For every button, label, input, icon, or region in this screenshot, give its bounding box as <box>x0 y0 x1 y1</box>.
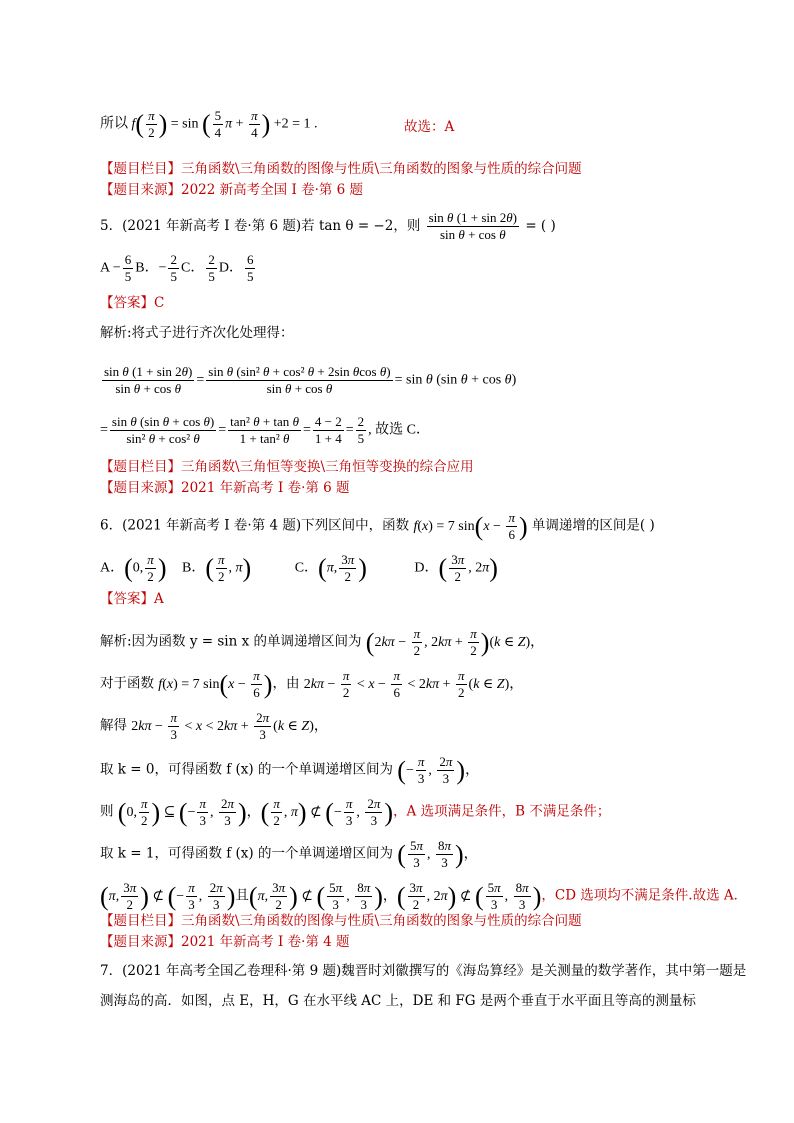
q6-analysis-1-text: 解析:因为函数 y = sin x 的单调递增区间为 <box>100 633 362 650</box>
q5-stem-b: = ( ) <box>525 218 556 234</box>
q4-formula: 所以 f( $\frac{\pi}{2}$ ) = sin ( $\frac{5}{4}$ π + $\frac{\pi}{4}$ ) +2 = 1 . <box>100 108 318 140</box>
q6-analysis-5-text: 则 <box>100 803 114 820</box>
q6-stem-b: 单调递增的区间是( ) <box>531 517 655 534</box>
q6-analysis-7-and: 且 <box>235 887 249 904</box>
q6-opt-b: B． <box>181 560 206 576</box>
q6-analysis-2: 对于函数 f(x) = 7 sin(x − $\frac{\pi}{6}$ )，由 2kπ − $\frac{\pi}{2}$ < x − $\frac{\pi}{6}$ < 2kπ + $\frac{\pi}{2}$ (k ∈ Z)， <box>100 668 524 700</box>
q5-derivation-1: $\frac{\text{sin θ (1 + sin 2θ)}}{\text{sin θ + cos θ}}$ = $\frac{\text{sin θ (sin² θ + cos² θ + 2sin θcos θ)}}{\text{sin θ + cos θ}}$ = sin θ (sin θ + cos θ) <box>104 364 517 396</box>
q6-analysis-7-note: ，CD 选项均不满足条件.故选 A． <box>541 887 748 904</box>
q5-stem-a: 5．(2021 年新高考 I 卷·第 6 题)若 tan θ = −2，则 <box>100 218 421 234</box>
q5-column: 【题目栏目】三角函数\三角恒等变换\三角恒等变换的综合应用 <box>100 459 474 475</box>
q6-analysis-5: 则 (0, $\frac{\pi}{2}$ ) ⊆ (− $\frac{\pi}{3}$ , $\frac{2\pi}{3}$ )，( $\frac{\pi}{2}$ , π) ⊄ (− $\frac{\pi}{3}$ , $\frac{2\pi}{3}$ )，A 选项满足条件，B 不满足条件； <box>100 796 611 828</box>
q6-options: A．(0, $\frac{\pi}{2}$ ) B．( $\frac{\pi}{2}$ , π) C．(π, $\frac{3\pi}{2}$ ) D．( $\frac{3\pi}{2}$ , 2π) <box>100 552 498 584</box>
q6-analysis-6: 取 k = 1，可得函数 f (x) 的一个单调递增区间为 ( $\frac{5\pi}{3}$ , $\frac{8\pi}{3}$ )， <box>100 838 478 870</box>
q7-line-2: 测海岛的高．如图，点 E，H，G 在水平线 AC 上，DE 和 FG 是两个垂直于水平面且等高的测量标 <box>100 993 696 1009</box>
q6-analysis-4: 取 k = 0，可得函数 f (x) 的一个单调递增区间为 (− $\frac{\pi}{3}$ , $\frac{2\pi}{3}$ )， <box>100 754 480 786</box>
q6-analysis-3: 解得 2kπ − $\frac{\pi}{3}$ < x < 2kπ + $\frac{2\pi}{3}$ (k ∈ Z)， <box>100 710 328 742</box>
q6-analysis-7: (π, $\frac{3\pi}{2}$ ) ⊄ (− $\frac{\pi}{3}$ , $\frac{2\pi}{3}$ )且(π, $\frac{3\pi}{2}$ ) ⊄ ( $\frac{5\pi}{3}$ , $\frac{8\pi}{3}$ )，( $\frac{3\pi}{2}$ , 2π) ⊄ ( $\frac{5\pi}{3}$ , $\frac{8\pi}{3}$ )，CD 选项均不满足条件.故选 A． <box>100 880 748 912</box>
q5-answer: 【答案】C <box>100 295 165 311</box>
q4-choice: 故选：A <box>404 119 455 135</box>
q6-stem: 6．(2021 年新高考 I 卷·第 4 题)下列区间中，函数 f(x) = 7 sin(x − $\frac{\pi}{6}$ ) 单调递增的区间是( ) <box>100 510 655 542</box>
q4-formula-end: +2 = 1 . <box>273 116 318 132</box>
q4-source: 【题目来源】2022 新高考全国 I 卷·第 6 题 <box>100 182 364 198</box>
q5-conclusion: 故选 C． <box>375 422 430 438</box>
q6-analysis-3-text: 解得 <box>100 717 127 734</box>
q6-opt-c: C． <box>294 560 319 576</box>
q5-stem: 5．(2021 年新高考 I 卷·第 6 题)若 tan θ = −2，则 $\frac{\text{sin θ (1 + sin 2θ)}}{\text{sin θ + cos θ}}$ = ( ) <box>100 210 556 242</box>
q5-options-prefix: A <box>100 260 110 276</box>
q5-source: 【题目来源】2021 年新高考 I 卷·第 6 题 <box>100 480 350 496</box>
q6-source: 【题目来源】2021 年新高考 I 卷·第 4 题 <box>100 934 350 950</box>
q4-formula-mid: = sin <box>170 116 199 132</box>
q4-so-text: 所以 <box>100 116 128 132</box>
q6-column: 【题目栏目】三角函数\三角函数的图像与性质\三角函数的图象与性质的综合问题 <box>100 913 582 929</box>
q5-derivation-2: = $\frac{\text{sin θ (sin θ + cos θ)}}{\text{sin² θ + cos² θ}}$ = $\frac{\text{tan² θ + tan θ}}{\text{1 + tan² θ}}$ = $\frac{4 - 2}{1 + 4}$ = $\frac{2}{5}$ , 故选 C． <box>100 414 430 446</box>
q6-analysis-4-text: 取 k = 0，可得函数 f (x) 的一个单调递增区间为 <box>100 761 393 778</box>
q5-options: A − $\frac{6}{5}$ B．− $\frac{2}{5}$ C． $\frac{2}{5}$ D． $\frac{6}{5}$ <box>100 252 254 284</box>
q6-opt-a: A． <box>100 560 125 576</box>
q4-column: 【题目栏目】三角函数\三角函数的图像与性质\三角函数的图象与性质的综合问题 <box>100 161 582 177</box>
q6-analysis-2-by: ，由 <box>272 675 300 692</box>
q6-opt-d: D． <box>414 560 439 576</box>
q7-line-1: 7．(2021 年高考全国乙卷理科·第 9 题)魏晋时刘徽撰写的《海岛算经》是关测量的数学著作，其中第一题是 <box>100 963 747 979</box>
q6-analysis-2-text: 对于函数 <box>100 675 154 692</box>
q5-analysis-intro: 解析:将式子进行齐次化处理得： <box>100 325 294 341</box>
q6-analysis-1: 解析:因为函数 y = sin x 的单调递增区间为 (2kπ − $\frac{\pi}{2}$ , 2kπ + $\frac{\pi}{2}$ )(k ∈ Z)， <box>100 626 545 658</box>
q6-analysis-6-text: 取 k = 1，可得函数 f (x) 的一个单调递增区间为 <box>100 845 393 862</box>
q6-stem-a: 6．(2021 年新高考 I 卷·第 4 题)下列区间中，函数 <box>100 517 410 534</box>
q6-answer: 【答案】A <box>100 591 164 607</box>
q6-analysis-5-note: ，A 选项满足条件，B 不满足条件； <box>393 803 611 820</box>
